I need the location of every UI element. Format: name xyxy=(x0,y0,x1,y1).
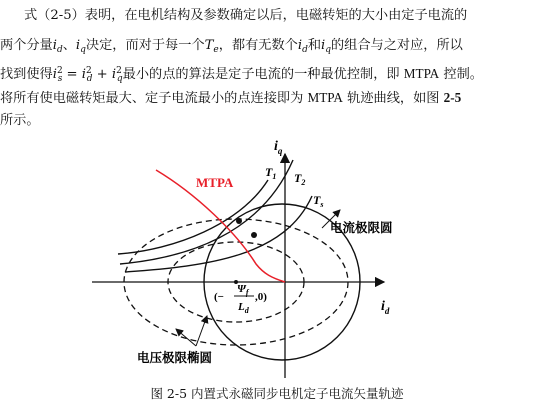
text-span: 将所有使电磁转矩最大、定子电流最小的点连接即为 xyxy=(0,91,308,106)
text-span: 、 xyxy=(62,38,76,53)
text-span: 决定，而对于每一个 xyxy=(85,38,205,53)
var-sub: q xyxy=(116,74,123,84)
var-te: T xyxy=(204,38,214,53)
var-iq: i xyxy=(321,38,326,53)
var-sub: q xyxy=(80,45,86,55)
t2-label: $T_2$ xyxy=(294,171,306,187)
var-is: i xyxy=(52,67,57,82)
figure-caption: 图 2-5 内置式永磁同步电机定子电流矢量轨迹 xyxy=(150,386,404,401)
var-sup: 2 xyxy=(56,66,63,76)
text-span: 找到使得 xyxy=(0,67,53,82)
text-span: 和 xyxy=(307,38,322,53)
var-sub: q xyxy=(325,45,331,55)
term-mtpa: MTPA xyxy=(403,66,440,81)
paragraph-line-5 xyxy=(0,113,40,129)
var-iq: i xyxy=(75,38,81,53)
t1-label: $T_1$ xyxy=(265,165,277,181)
term-mtpa: MTPA xyxy=(307,90,343,105)
text-span: 两个分量 xyxy=(0,38,53,53)
text-span: = xyxy=(62,67,82,82)
intersection-point-t1 xyxy=(236,218,242,224)
var-sub: d xyxy=(302,45,308,55)
intersection-point-t2 xyxy=(251,232,257,238)
svg-text:Ld: $L_d$ xyxy=(238,301,249,315)
text-span: 轨迹曲线，如图 xyxy=(342,91,444,106)
svg-text:,0): ,0) xyxy=(255,291,267,303)
text-span: 所示。 xyxy=(0,113,40,128)
text-span: 式（2-5）表明，在电机结构及参数确定以后，电磁转矩的大小由定子电流的 xyxy=(24,8,468,23)
torque-curve-t1 xyxy=(118,180,268,254)
ellipse-pointer-2 xyxy=(176,329,196,346)
paragraph-line-4 xyxy=(0,90,461,107)
paragraph-line-2 xyxy=(0,38,463,58)
var-id: i xyxy=(297,38,303,53)
ellipse-center-label xyxy=(214,283,267,315)
text-span: 的组合与之对应，所以 xyxy=(331,38,463,53)
figure-2-5 xyxy=(0,132,554,382)
torque-curve-ts xyxy=(125,196,312,272)
vector-trajectory-diagram xyxy=(0,132,554,382)
voltage-limit-ellipse-label: 电压极限椭圆 xyxy=(137,351,213,365)
text-span: 控制。 xyxy=(439,67,483,82)
figure-ref: 2-5 xyxy=(443,90,462,105)
var-sup: 2 xyxy=(116,66,122,76)
text-span: ，都有无数个 xyxy=(218,38,298,53)
paragraph-line-1 xyxy=(24,8,467,24)
ts-label: $T_s$ xyxy=(313,193,324,209)
var-sub: d xyxy=(56,45,63,55)
svg-text:Ψf: $\Psi_f$ xyxy=(237,283,249,297)
current-limit-circle-label: 电流极限圆 xyxy=(330,221,393,235)
var-sub: s xyxy=(57,74,63,84)
paragraph-line-3 xyxy=(0,63,483,87)
var-sub: e xyxy=(213,45,219,55)
var-iq: i xyxy=(111,67,117,82)
var-id: i xyxy=(52,38,57,53)
svg-text:(−: (− xyxy=(214,291,224,303)
text-span: + xyxy=(92,67,112,82)
var-sup: 2 xyxy=(85,66,92,76)
var-sub: d xyxy=(86,74,93,84)
text-span: 最小的点的算法是定子电流的一种最优控制，即 xyxy=(122,67,404,82)
iq-axis-label: $i_q$ xyxy=(274,139,283,156)
var-id: i xyxy=(81,67,86,82)
body-paragraph xyxy=(0,0,554,135)
id-axis-label: $i_d$ xyxy=(381,299,390,316)
mtpa-label: MTPA xyxy=(196,175,234,190)
